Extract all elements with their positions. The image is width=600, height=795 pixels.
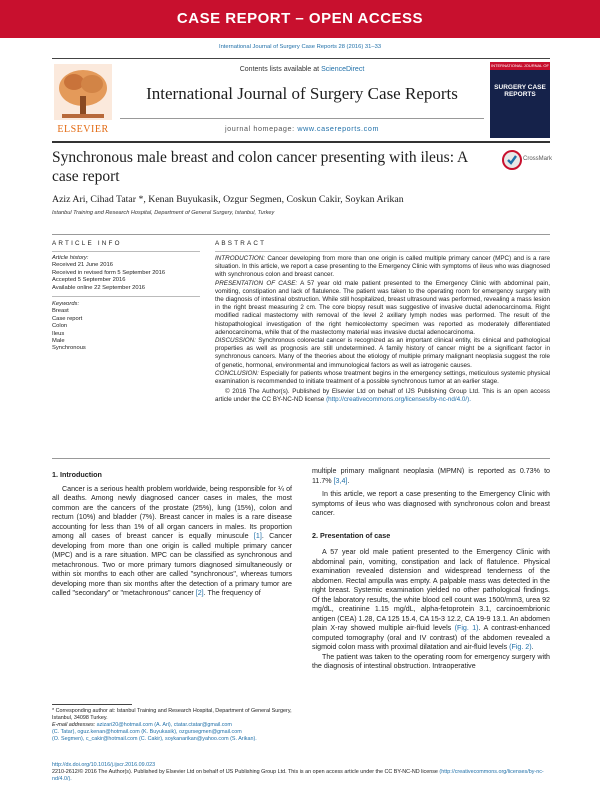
crossmark-icon <box>502 150 522 170</box>
article-history <box>52 255 202 292</box>
header-top-rule <box>52 58 550 59</box>
homepage-link[interactable]: www.casereports.com <box>297 124 380 133</box>
contents-line <box>120 66 484 73</box>
author-list: Aziz Ari, Cihad Tatar *, Kenan Buyukasik, Ozgur Segmen, Coskun Cakir, Soykan Arikan <box>52 194 404 205</box>
crossmark-badge[interactable] <box>502 150 553 172</box>
introduction-heading: 1. Introduction <box>52 470 102 479</box>
keywords-label: Keywords: <box>52 301 80 307</box>
history-item: Received in revised form 5 September 2016 <box>52 269 166 276</box>
elsevier-wordmark: ELSEVIER <box>57 124 109 135</box>
license-link[interactable]: (http://creativecommons.org/licenses/by-nc-nd/4.0/). <box>326 396 471 404</box>
email-line[interactable]: (C. Tatar), oguz.kenan@hotmail.com (K. Buyukasik), ozgursegmen@gmail.com <box>52 729 242 735</box>
history-item: Available online 22 September 2016 <box>52 284 146 291</box>
info-top-rule <box>52 234 550 235</box>
abstract-intro-label: INTRODUCTION: <box>215 255 266 262</box>
figure-link[interactable]: (Fig. 2) <box>509 643 532 651</box>
keyword: Ileus <box>52 330 65 337</box>
abstract-copyright: © 2016 The Author(s). Published by Elsevier Ltd on behalf of IJS Publishing Group Ltd. This is an open access article under the CC BY-NC-ND license (http://creativecommons.org/licenses/by-nc-nd/4.0/). <box>215 388 550 404</box>
doi-link[interactable]: http://dx.doi.org/10.1016/j.ijscr.2016.09.023 <box>52 762 156 768</box>
case-report-banner: CASE REPORT – OPEN ACCESS <box>0 0 600 38</box>
homepage-rule <box>120 118 484 119</box>
keywords-list <box>52 301 202 353</box>
surgery-paragraph: The patient was taken to the operating room for emergency surgery with the diagnosis of intestinal obstruction. Intraoperative <box>312 652 550 670</box>
report-paragraph: In this article, we report a case presenting to the Emergency Clinic with symptoms of ileus who was diagnosed with synchronous colon and breast cancer. <box>312 490 550 517</box>
article-info-rule <box>52 251 200 252</box>
ref-link[interactable]: [2] <box>195 589 204 597</box>
keyword: Case report <box>52 315 83 322</box>
abstract-discussion-label: DISCUSSION: <box>215 337 256 345</box>
cover-title: SURGERY CASE REPORTS <box>494 84 546 98</box>
abstract-presentation: PRESENTATION OF CASE: A 57 year old male patient presented to the Emergency Clinic with abdominal pain, vomiting, constipation and lack of flatulence. The patient was taken to the operating room for emergency surgery with the diagnosis of intestinal obstruction. While still hospitalized, breast ultrasound was performed, revealing a mass lesion in the right breast measuring 2 cm. The core biopsy result was suggestive of invasive ductal adenocarcinoma. Right modified radical mastectomy with removal of the level 2 axillary lymph nodes was performed. The result of the histopathological investigation of the right hemicolectomy specimen was reported as moderately differentiated adenocarcinoma, while that of the mastectomy material was invasive ductal adenocarcinoma. <box>215 279 551 336</box>
footnote-rule <box>52 704 132 705</box>
case-paragraph: A 57 year old male patient presented to the Emergency Clinic with abdominal pain, vomiting, constipation and lack of flatulence. Physical examination revealed distension and widespread tenderness of the abdomen. Rectal ampulla was empty. A palpable mass was detected in the right breast. Systemic examination yielded no other pathological findings. Of the laboratory results, the white blood cell count was 1500/mm3, urea 92 mg/dL, creatinine 1.15 mg/dL, alpha-fetoprotein 3.1, carcinoembrionic antigen (CEA) 1.28, CA 125 15.4, CA 15-3 12.2, CA 19-9 13.1. An abdomen plain X-ray showed multiple air-fluid levels (Fig. 1). A contrast-enhanced computed tomography (oral and IV contrast) of the abdomen revealed a sigmoid colon mass with proximal dilatation and air-fluid levels (Fig. 2). <box>312 548 551 651</box>
history-item: Accepted 5 September 2016 <box>52 277 126 284</box>
abstract-conclusion: CONCLUSION: Especially for patients whose treatment begins in the emergency settings, meticulous systemic physical examination is recommended to initiate treatment of a possible synchronous tumor at an earlier stage. <box>215 369 550 386</box>
abstract-intro: INTRODUCTION: Cancer developing from more than one origin is called multiple primary cancer (MPC) and is a rare situation. In this article, we report a case presenting to the Emergency Clinic with symptoms of ileus who was diagnosed with synchronous colon and breast cancer. <box>215 255 551 279</box>
email-line[interactable]: (O. Segmen), c_cakir@hotmail.com (C. Cakir), soykanarikan@yahoo.com (S. Arikan). <box>52 736 257 742</box>
abstract-conclusion-label: CONCLUSION: <box>215 369 259 377</box>
keyword: Synchronous <box>52 345 86 352</box>
introduction-paragraph: Cancer is a serious health problem worldwide, being responsible for ¼ of all deaths. Among newly diagnosed cancer cases in males, the most common are the cancers of the prostate (25%), lung (15%), colon and rectum (10%) and bladder (7%). Breast cancer in males is a rare disease accounting for less than 1% of all organ cancers in males. Its proportion among all cases of breast cancer is equally minuscule [1]. Cancer developing from more than one origin is called multiple primary cancer (MPC) and is a rare situation. MPC can be classified as synchronous and metachronous. Two or more primary tumors diagnosed simultaneously or within six months to each other are called "synchronous", whereas tumors developing more than six months after the detection of a primary tumor are called "secondary" or "metachronous" cancer [2]. The frequency of <box>52 484 292 597</box>
footer-license-link[interactable]: (http://creativecommons.org/licenses/by-nc-nd/4.0/). <box>52 769 544 782</box>
figure-link[interactable]: (Fig. 1) <box>454 624 479 632</box>
abstract-rule <box>215 251 550 252</box>
header-bottom-rule <box>52 141 550 143</box>
keywords-rule <box>52 296 200 297</box>
sciencedirect-link[interactable]: ScienceDirect <box>321 66 365 73</box>
journal-citation[interactable]: International Journal of Surgery Case Reports 28 (2016) 31–33 <box>218 44 382 50</box>
journal-cover-image <box>490 62 550 138</box>
history-item: Received 21 June 2016 <box>52 262 113 269</box>
abstract-heading: ABSTRACT <box>215 240 267 247</box>
doi-block <box>52 762 550 783</box>
article-info-heading: ARTICLE INFO <box>52 240 122 247</box>
cover-banner: INTERNATIONAL JOURNAL OF <box>491 63 549 68</box>
journal-homepage <box>120 124 484 133</box>
mpmn-paragraph: multiple primary malignant neoplasia (MPMN) is reported as 0.73% to 11.7% [3,4]. <box>312 467 550 485</box>
ref-link[interactable]: [1] <box>253 532 262 540</box>
elsevier-logo <box>52 62 114 136</box>
email-label: E-mail addresses: <box>52 722 96 728</box>
issn-line: 2210-2612/© 2016 The Author(s). Published by Elsevier Ltd on behalf of IJS Publishing Group Ltd. This is an open access article under the CC BY-NC-ND license <box>52 769 438 775</box>
email-line[interactable]: azizari20@hotmail.com (A. Ari), ctatar.ctatar@gmail.com <box>96 722 232 728</box>
abstract-body <box>215 255 550 405</box>
ref-link[interactable]: [3,4] <box>333 476 348 485</box>
abstract-presentation-label: PRESENTATION OF CASE: <box>215 279 298 287</box>
author-affiliation: Istanbul Training and Research Hospital, Department of General Surgery, Istanbul, Turkey <box>52 210 275 216</box>
journal-name: International Journal of Surgery Case Reports <box>146 84 458 103</box>
corresponding-author: * Corresponding author at: Istanbul Training and Research Hospital, Department of General Surgery, Istanbul, 34098 Turkey. <box>52 708 292 721</box>
right-body-column <box>312 467 550 672</box>
homepage-prefix: journal homepage: <box>224 124 295 133</box>
left-body-column <box>52 470 292 599</box>
history-label: Article history: <box>52 255 89 261</box>
keyword: Male <box>52 338 65 345</box>
article-title: Synchronous male breast and colon cancer presenting with ileus: A case report <box>52 149 468 185</box>
crossmark-label: CrossMark <box>523 156 553 162</box>
abstract-bottom-rule <box>52 458 550 459</box>
abstract-discussion: DISCUSSION: Synchronous colorectal cancer is recognized as an important clinical entity, its clinical and pathological properties as well as prognosis are still undetermined. A family history of cancer might be a significant factor in synchronous cancers. Many of the theories about the etiology of multiple primary malignant neoplasia suggest the role of genetic, hormonal, environmental and immunological factors as well as iatrogenic causes. <box>215 337 551 369</box>
keyword: Colon <box>52 323 68 330</box>
contents-prefix: Contents lists available at <box>239 66 320 73</box>
presentation-heading: 2. Presentation of case <box>312 530 391 540</box>
keyword: Breast <box>52 308 69 315</box>
footnotes <box>52 708 292 743</box>
